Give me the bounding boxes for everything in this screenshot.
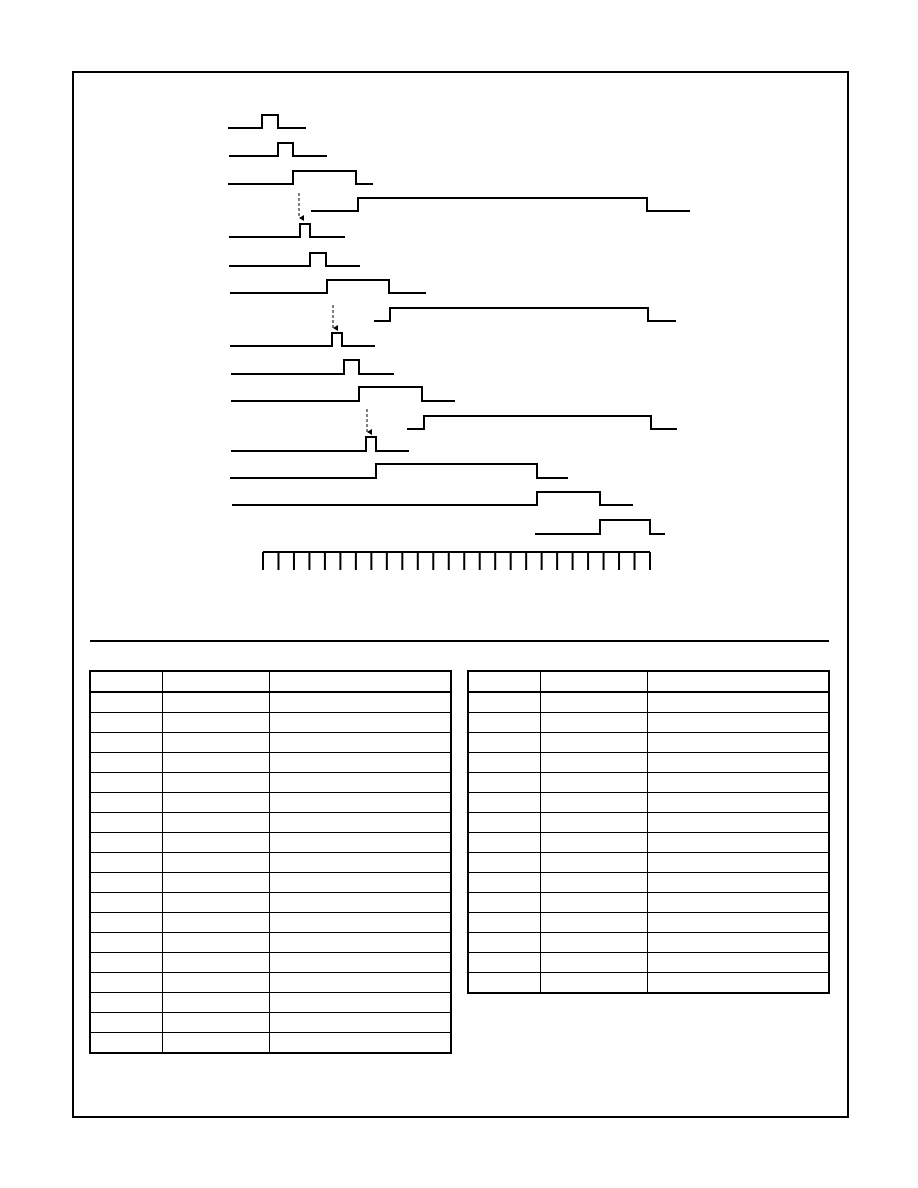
table-cell (540, 713, 647, 733)
table-cell (269, 753, 451, 773)
table-row (468, 753, 829, 773)
table-cell (90, 1033, 162, 1054)
table-cell (162, 893, 269, 913)
table-row (90, 793, 451, 813)
table-cell (647, 833, 829, 853)
table-right (467, 670, 830, 994)
table-cell (468, 753, 540, 773)
table-cell (468, 733, 540, 753)
table-cell (90, 853, 162, 873)
table-cell (269, 893, 451, 913)
table-cell (647, 692, 829, 713)
table-cell (540, 793, 647, 813)
table-cell (162, 773, 269, 793)
table-cell (162, 993, 269, 1013)
waveform-signal (231, 360, 394, 374)
table-cell (468, 853, 540, 873)
table-row (468, 933, 829, 953)
table-cell (162, 913, 269, 933)
table-cell (162, 692, 269, 713)
table-cell (647, 813, 829, 833)
table-header-row (90, 671, 451, 692)
table-cell (647, 793, 829, 813)
table-cell (269, 1013, 451, 1033)
section-divider (90, 640, 829, 642)
table-row (90, 733, 451, 753)
table-cell (540, 893, 647, 913)
table-cell (269, 933, 451, 953)
table-cell (647, 973, 829, 994)
table-cell (468, 813, 540, 833)
table-row (90, 873, 451, 893)
table-row (90, 813, 451, 833)
table-cell (90, 893, 162, 913)
waveform-signal (230, 280, 426, 293)
waveform-signal (228, 115, 306, 128)
table-row (468, 733, 829, 753)
table-cell (90, 793, 162, 813)
header-cell (269, 671, 451, 692)
waveform-signal (228, 171, 373, 184)
table-cell (468, 793, 540, 813)
table-row (90, 893, 451, 913)
waveform-signal (231, 437, 409, 451)
table-cell (90, 873, 162, 893)
table-cell (162, 733, 269, 753)
table-row (90, 753, 451, 773)
table-row (90, 913, 451, 933)
table-cell (540, 933, 647, 953)
table-cell (162, 1033, 269, 1054)
table-cell (162, 713, 269, 733)
table-cell (647, 753, 829, 773)
table-row (468, 893, 829, 913)
table-row (90, 973, 451, 993)
table-cell (162, 753, 269, 773)
table-cell (647, 873, 829, 893)
table-cell (269, 833, 451, 853)
waveform-signal (231, 387, 455, 401)
table-cell (540, 813, 647, 833)
table-cell (540, 873, 647, 893)
table-cell (90, 813, 162, 833)
table-cell (269, 713, 451, 733)
table-cell (90, 773, 162, 793)
table-row (468, 773, 829, 793)
table-row (468, 853, 829, 873)
table-cell (540, 692, 647, 713)
table-cell (540, 953, 647, 973)
table-row (468, 713, 829, 733)
table-cell (647, 853, 829, 873)
table-cell (468, 873, 540, 893)
table-cell (647, 713, 829, 733)
table-row (90, 993, 451, 1013)
table-cell (90, 753, 162, 773)
table-cell (90, 833, 162, 853)
waveform-signal (230, 464, 568, 478)
table-row (468, 692, 829, 713)
table-cell (269, 793, 451, 813)
waveform-signal (407, 416, 677, 429)
table-row (90, 1013, 451, 1033)
header-cell (162, 671, 269, 692)
table-cell (90, 933, 162, 953)
table-cell (540, 853, 647, 873)
table-row (90, 833, 451, 853)
table-cell (468, 833, 540, 853)
table-cell (468, 953, 540, 973)
table-header-row (468, 671, 829, 692)
table-cell (269, 973, 451, 993)
table-cell (540, 753, 647, 773)
table-cell (162, 853, 269, 873)
table-cell (540, 913, 647, 933)
table-left (89, 670, 452, 1054)
header-cell (90, 671, 162, 692)
table-row (468, 813, 829, 833)
table-cell (269, 1033, 451, 1054)
table-cell (269, 913, 451, 933)
table-cell (468, 893, 540, 913)
table-cell (90, 713, 162, 733)
waveform-signal (232, 492, 633, 505)
table-cell (90, 913, 162, 933)
table-row (468, 973, 829, 994)
table-cell (162, 873, 269, 893)
table-cell (162, 973, 269, 993)
table-cell (269, 953, 451, 973)
table-cell (540, 973, 647, 994)
table-cell (90, 973, 162, 993)
table-cell (468, 973, 540, 994)
table-cell (468, 913, 540, 933)
table-cell (90, 1013, 162, 1033)
table-cell (162, 833, 269, 853)
table-cell (269, 853, 451, 873)
table-cell (269, 873, 451, 893)
table-row (90, 953, 451, 973)
waveform-signal (229, 143, 327, 156)
table-cell (647, 933, 829, 953)
waveform-signal (311, 198, 690, 211)
header-cell (540, 671, 647, 692)
table-cell (269, 993, 451, 1013)
table-row (90, 853, 451, 873)
waveform-signal (229, 253, 360, 266)
table-cell (162, 793, 269, 813)
table-row (90, 1033, 451, 1054)
table-cell (162, 953, 269, 973)
table-cell (468, 933, 540, 953)
table-row (468, 833, 829, 853)
table-row (90, 933, 451, 953)
header-cell (647, 671, 829, 692)
table-cell (90, 733, 162, 753)
waveform-signal (229, 224, 345, 237)
table-cell (269, 733, 451, 753)
waveform-signal (374, 308, 676, 321)
table-cell (647, 733, 829, 753)
table-row (90, 713, 451, 733)
table-cell (162, 933, 269, 953)
table-row (90, 773, 451, 793)
table-cell (647, 953, 829, 973)
table-cell (269, 692, 451, 713)
table-cell (90, 953, 162, 973)
table-row (468, 873, 829, 893)
table-cell (647, 893, 829, 913)
table-cell (540, 833, 647, 853)
table-cell (269, 773, 451, 793)
table-cell (468, 713, 540, 733)
table-cell (269, 813, 451, 833)
table-row (90, 692, 451, 713)
table-cell (540, 733, 647, 753)
table-row (468, 913, 829, 933)
table-cell (162, 1013, 269, 1033)
table-row (468, 793, 829, 813)
table-cell (90, 692, 162, 713)
waveform-signal (230, 333, 375, 346)
table-cell (468, 773, 540, 793)
table-cell (647, 913, 829, 933)
table-row (468, 953, 829, 973)
table-cell (90, 993, 162, 1013)
table-cell (162, 813, 269, 833)
table-cell (647, 773, 829, 793)
table-cell (540, 773, 647, 793)
waveform-signal (535, 520, 665, 534)
header-cell (468, 671, 540, 692)
table-cell (468, 692, 540, 713)
